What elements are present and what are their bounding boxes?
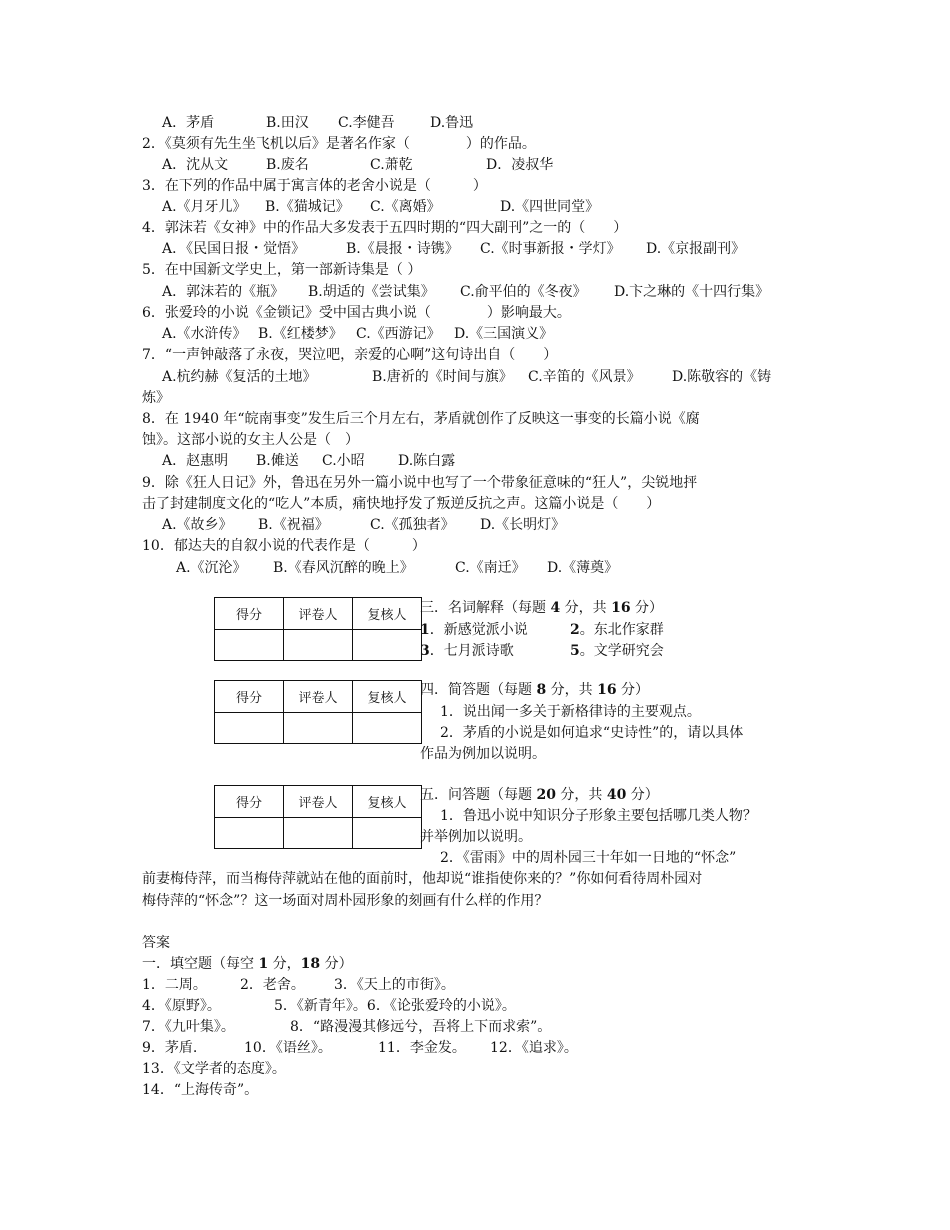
s5-question-2-line3: 梅侍萍的“怀念”？这一场面对周朴园形象的刻画有什么样的作用？ — [142, 893, 549, 909]
s4-total-score: 16 — [597, 682, 617, 698]
answer-2: 2．老舍。 — [240, 977, 305, 993]
q3-option-b: B.《猫城记》 — [265, 199, 350, 215]
s4-question-2-line2: 作品为例加以说明。 — [420, 746, 546, 762]
q9-stem-line2: 击了封建制度文化的“吃人”本质，痛快地抒发了叛逆反抗之声。这篇小说是（ ） — [142, 496, 661, 512]
reviewer-header: 复核人 — [353, 681, 422, 713]
grader-cell — [284, 713, 353, 744]
s5-question-2-line1: 2．《雷雨》中的周朴园三十年如一日地的“怀念” — [440, 850, 737, 866]
s3-per-item-score: 4 — [550, 600, 561, 616]
q4-option-d: D.《京报副刊》 — [646, 241, 746, 257]
s3-item-1-text: ．新感觉派小说 — [429, 622, 528, 638]
q6-option-c: C.《西游记》 — [356, 326, 441, 342]
q7-options — [162, 367, 771, 388]
q6-option-b: B.《红楼梦》 — [258, 326, 343, 342]
answer-3: 3．《天上的市街》。 — [334, 977, 455, 993]
q10-stem: 10．郁达夫的自叙小说的代表作是（ ） — [142, 538, 426, 554]
q4-option-a: A．《民国日报・觉悟》 — [162, 241, 306, 257]
s5-question-1-line1: 1．鲁迅小说中知识分子形象主要包括哪几类人物？ — [440, 808, 757, 824]
reviewer-header: 复核人 — [353, 786, 422, 818]
s4-title-c: 分） — [616, 682, 650, 698]
q4-option-b: B.《晨报・诗镌》 — [346, 241, 459, 257]
answer-11: 11．李金发。 — [378, 1040, 466, 1056]
q8-options — [162, 451, 455, 472]
s5-question-1-line2: 并举例加以说明。 — [420, 829, 532, 845]
s4-question-2-line1: 2．茅盾的小说是如何追求“史诗性”的，请以具体 — [440, 725, 744, 741]
q4-stem: 4．郭沫若《女神》中的作品大多发表于五四时期的“四大副刊”之一的（ ） — [142, 220, 628, 236]
q8-option-d: D.陈白露 — [398, 453, 456, 469]
reviewer-cell — [353, 713, 422, 744]
section-3-items-row2 — [420, 641, 664, 662]
s3-item-3 — [420, 641, 570, 662]
grader-cell — [284, 630, 353, 661]
q10-option-c: C.《南迁》 — [455, 560, 526, 576]
ans-sec1-a: 一．填空题（每空 — [142, 956, 259, 972]
answers-row-1 — [142, 975, 455, 996]
q2-option-c: C.萧乾 — [370, 157, 413, 173]
answer-1: 1．二周。 — [142, 977, 207, 993]
q9-option-b: B.《祝福》 — [258, 517, 329, 533]
q7-stem: 7．“一声钟敲落了永夜，哭泣吧，亲爱的心啊”这句诗出自（ ） — [142, 347, 558, 363]
ans-sec1-total: 18 — [300, 956, 321, 972]
s3-item-2-text: 。东北作家群 — [579, 622, 664, 638]
section-3-title — [420, 598, 663, 619]
grader-cell — [284, 818, 353, 849]
section-5-title — [420, 785, 659, 806]
score-cell — [215, 713, 284, 744]
q9-stem-line1: 9．除《狂人日记》外，鲁迅在另外一篇小说中也写了一个带象征意味的“狂人”，尖锐地抨 — [142, 475, 698, 491]
score-header: 得分 — [215, 681, 284, 713]
s3-item-4-num: 5 — [570, 643, 580, 659]
s3-title-c: 分） — [630, 600, 664, 616]
q9-options — [162, 515, 565, 536]
q8-option-c: C.小昭 — [322, 453, 365, 469]
ans-sec1-per-blank: 1 — [258, 956, 269, 972]
section-4-title — [420, 680, 649, 701]
q5-stem: 5．在中国新文学史上，第一部新诗集是（ ） — [142, 262, 422, 278]
s5-title-a: 五．问答题（每题 — [420, 787, 537, 803]
s5-title-c: 分） — [626, 787, 659, 803]
answers-section-1-title — [142, 954, 353, 975]
q4-options — [162, 239, 745, 260]
reviewer-cell — [353, 818, 422, 849]
s5-per-item-score: 20 — [536, 787, 556, 803]
answer-7: 7．《九叶集》。 — [142, 1019, 235, 1035]
q2-option-a: A．沈从文 — [162, 157, 229, 173]
s5-total-score: 40 — [606, 787, 627, 803]
answer-14: 14．“上海传奇”。 — [142, 1082, 259, 1098]
answers-row-3 — [142, 1017, 551, 1038]
s3-item-2-num: 2 — [570, 622, 580, 638]
q3-option-d: D.《四世同堂》 — [500, 199, 600, 215]
score-header: 得分 — [215, 598, 284, 630]
section-3-items-row1 — [420, 620, 664, 641]
q8-option-a: A．赵惠明 — [162, 453, 229, 469]
s3-item-1 — [420, 620, 570, 641]
answer-9: 9．茅盾. — [142, 1040, 198, 1056]
q3-option-a: A.《月牙儿》 — [162, 199, 247, 215]
q7-option-d-continued: 炼》 — [142, 390, 170, 406]
q5-option-a: A．郭沫若的《瓶》 — [162, 284, 285, 300]
answers-row-4 — [142, 1038, 578, 1059]
q2-option-b: B.废名 — [266, 157, 309, 173]
score-cell — [215, 630, 284, 661]
q7-option-b: B.唐祈的《时间与旗》 — [372, 369, 513, 385]
ans-sec1-b: 分， — [268, 956, 301, 972]
q2-option-d: D．凌叔华 — [486, 157, 554, 173]
s5-question-2-line2: 前妻梅侍萍，而当梅侍萍就站在他的面前时，他却说“谁指使你来的？”你如何看待周朴园对 — [142, 871, 703, 887]
q7-option-a: A.杭约赫《复活的土地》 — [162, 369, 317, 385]
q2-stem: 2．《莫须有先生坐飞机以后》是著名作家（ ）的作品。 — [142, 136, 536, 152]
s3-item-1-num: 1 — [420, 622, 430, 638]
q6-option-d: D.《三国演义》 — [454, 326, 554, 342]
s5-title-b: 分，共 — [555, 787, 607, 803]
q10-option-d: D.《薄奠》 — [547, 560, 619, 576]
q4-option-c: C.《时事新报・学灯》 — [480, 241, 621, 257]
q9-option-c: C.《孤独者》 — [370, 517, 455, 533]
s3-item-3-text: ．七月派诗歌 — [429, 643, 514, 659]
ans-sec1-c: 分） — [320, 956, 353, 972]
answer-4: 4．《原野》。 — [142, 998, 221, 1014]
answer-8: 8．“路漫漫其修远兮，吾将上下而求索”。 — [290, 1019, 552, 1035]
q3-options — [162, 197, 599, 218]
q1-option-d: D.鲁迅 — [430, 115, 474, 131]
score-cell — [215, 818, 284, 849]
q9-option-a: A.《故乡》 — [162, 517, 233, 533]
reviewer-cell — [353, 630, 422, 661]
q9-option-d: D.《长明灯》 — [480, 517, 566, 533]
s4-title-b: 分，共 — [546, 682, 598, 698]
q3-option-c: C.《离婚》 — [370, 199, 441, 215]
q1-options — [162, 113, 473, 134]
reviewer-header: 复核人 — [353, 598, 422, 630]
s4-title-a: 四．简答题（每题 — [420, 682, 537, 698]
q8-stem-line1: 8．在 1940 年“皖南事变”发生后三个月左右，茅盾就创作了反映这一事变的长篇小说《腐 — [142, 411, 700, 427]
grader-header: 评卷人 — [284, 681, 353, 713]
grader-header: 评卷人 — [284, 598, 353, 630]
q8-option-b: B.傩送 — [256, 453, 299, 469]
q7-option-d: D.陈敬容的《铸 — [672, 369, 772, 385]
answer-5-6: 5．《新青年》。6．《论张爱玲的小说》。 — [274, 998, 516, 1014]
q5-options — [162, 282, 769, 303]
score-table-section-5 — [214, 785, 422, 849]
s3-total-score: 16 — [611, 600, 631, 616]
q6-option-a: A.《水浒传》 — [162, 326, 247, 342]
q8-stem-line2: 蚀》。这部小说的女主人公是（ ） — [142, 432, 359, 448]
s4-per-item-score: 8 — [536, 682, 547, 698]
s3-item-2 — [570, 622, 664, 638]
answer-10: 10．《语丝》。 — [244, 1040, 332, 1056]
q6-stem: 6．张爱玲的小说《金锁记》受中国古典小说（ ）影响最大。 — [142, 305, 571, 321]
score-header: 得分 — [215, 786, 284, 818]
s3-item-4-text: 。文学研究会 — [579, 643, 664, 659]
s3-title-b: 分，共 — [560, 600, 612, 616]
q5-option-b: B.胡适的《尝试集》 — [308, 284, 435, 300]
q1-option-c: C.李健吾 — [338, 115, 395, 131]
answers-heading: 答案 — [142, 935, 170, 951]
answer-13: 13．《文学者的态度》。 — [142, 1061, 286, 1077]
q7-option-c: C.辛笛的《风景》 — [528, 369, 641, 385]
q10-option-b: B.《春风沉醉的晚上》 — [273, 560, 414, 576]
q10-options — [176, 558, 618, 579]
q6-options — [162, 324, 553, 345]
q1-option-a: A．茅盾 — [162, 115, 215, 131]
answers-row-2 — [142, 996, 516, 1017]
q3-stem: 3．在下列的作品中属于寓言体的老舍小说是（ ） — [142, 178, 487, 194]
s3-title-a: 三．名词解释（每题 — [420, 600, 551, 616]
score-table-section-3 — [214, 597, 422, 661]
q5-option-d: D.卞之琳的《十四行集》 — [614, 284, 770, 300]
grader-header: 评卷人 — [284, 786, 353, 818]
answer-12: 12．《追求》。 — [490, 1040, 578, 1056]
score-table-section-4 — [214, 680, 422, 744]
q2-options — [162, 155, 553, 176]
q10-option-a: A.《沉沦》 — [176, 560, 247, 576]
s4-question-1: 1．说出闻一多关于新格律诗的主要观点。 — [440, 704, 701, 720]
s3-item-4 — [570, 643, 664, 659]
s3-item-3-num: 3 — [420, 643, 430, 659]
q5-option-c: C.俞平伯的《冬夜》 — [460, 284, 587, 300]
q1-option-b: B.田汉 — [266, 115, 309, 131]
